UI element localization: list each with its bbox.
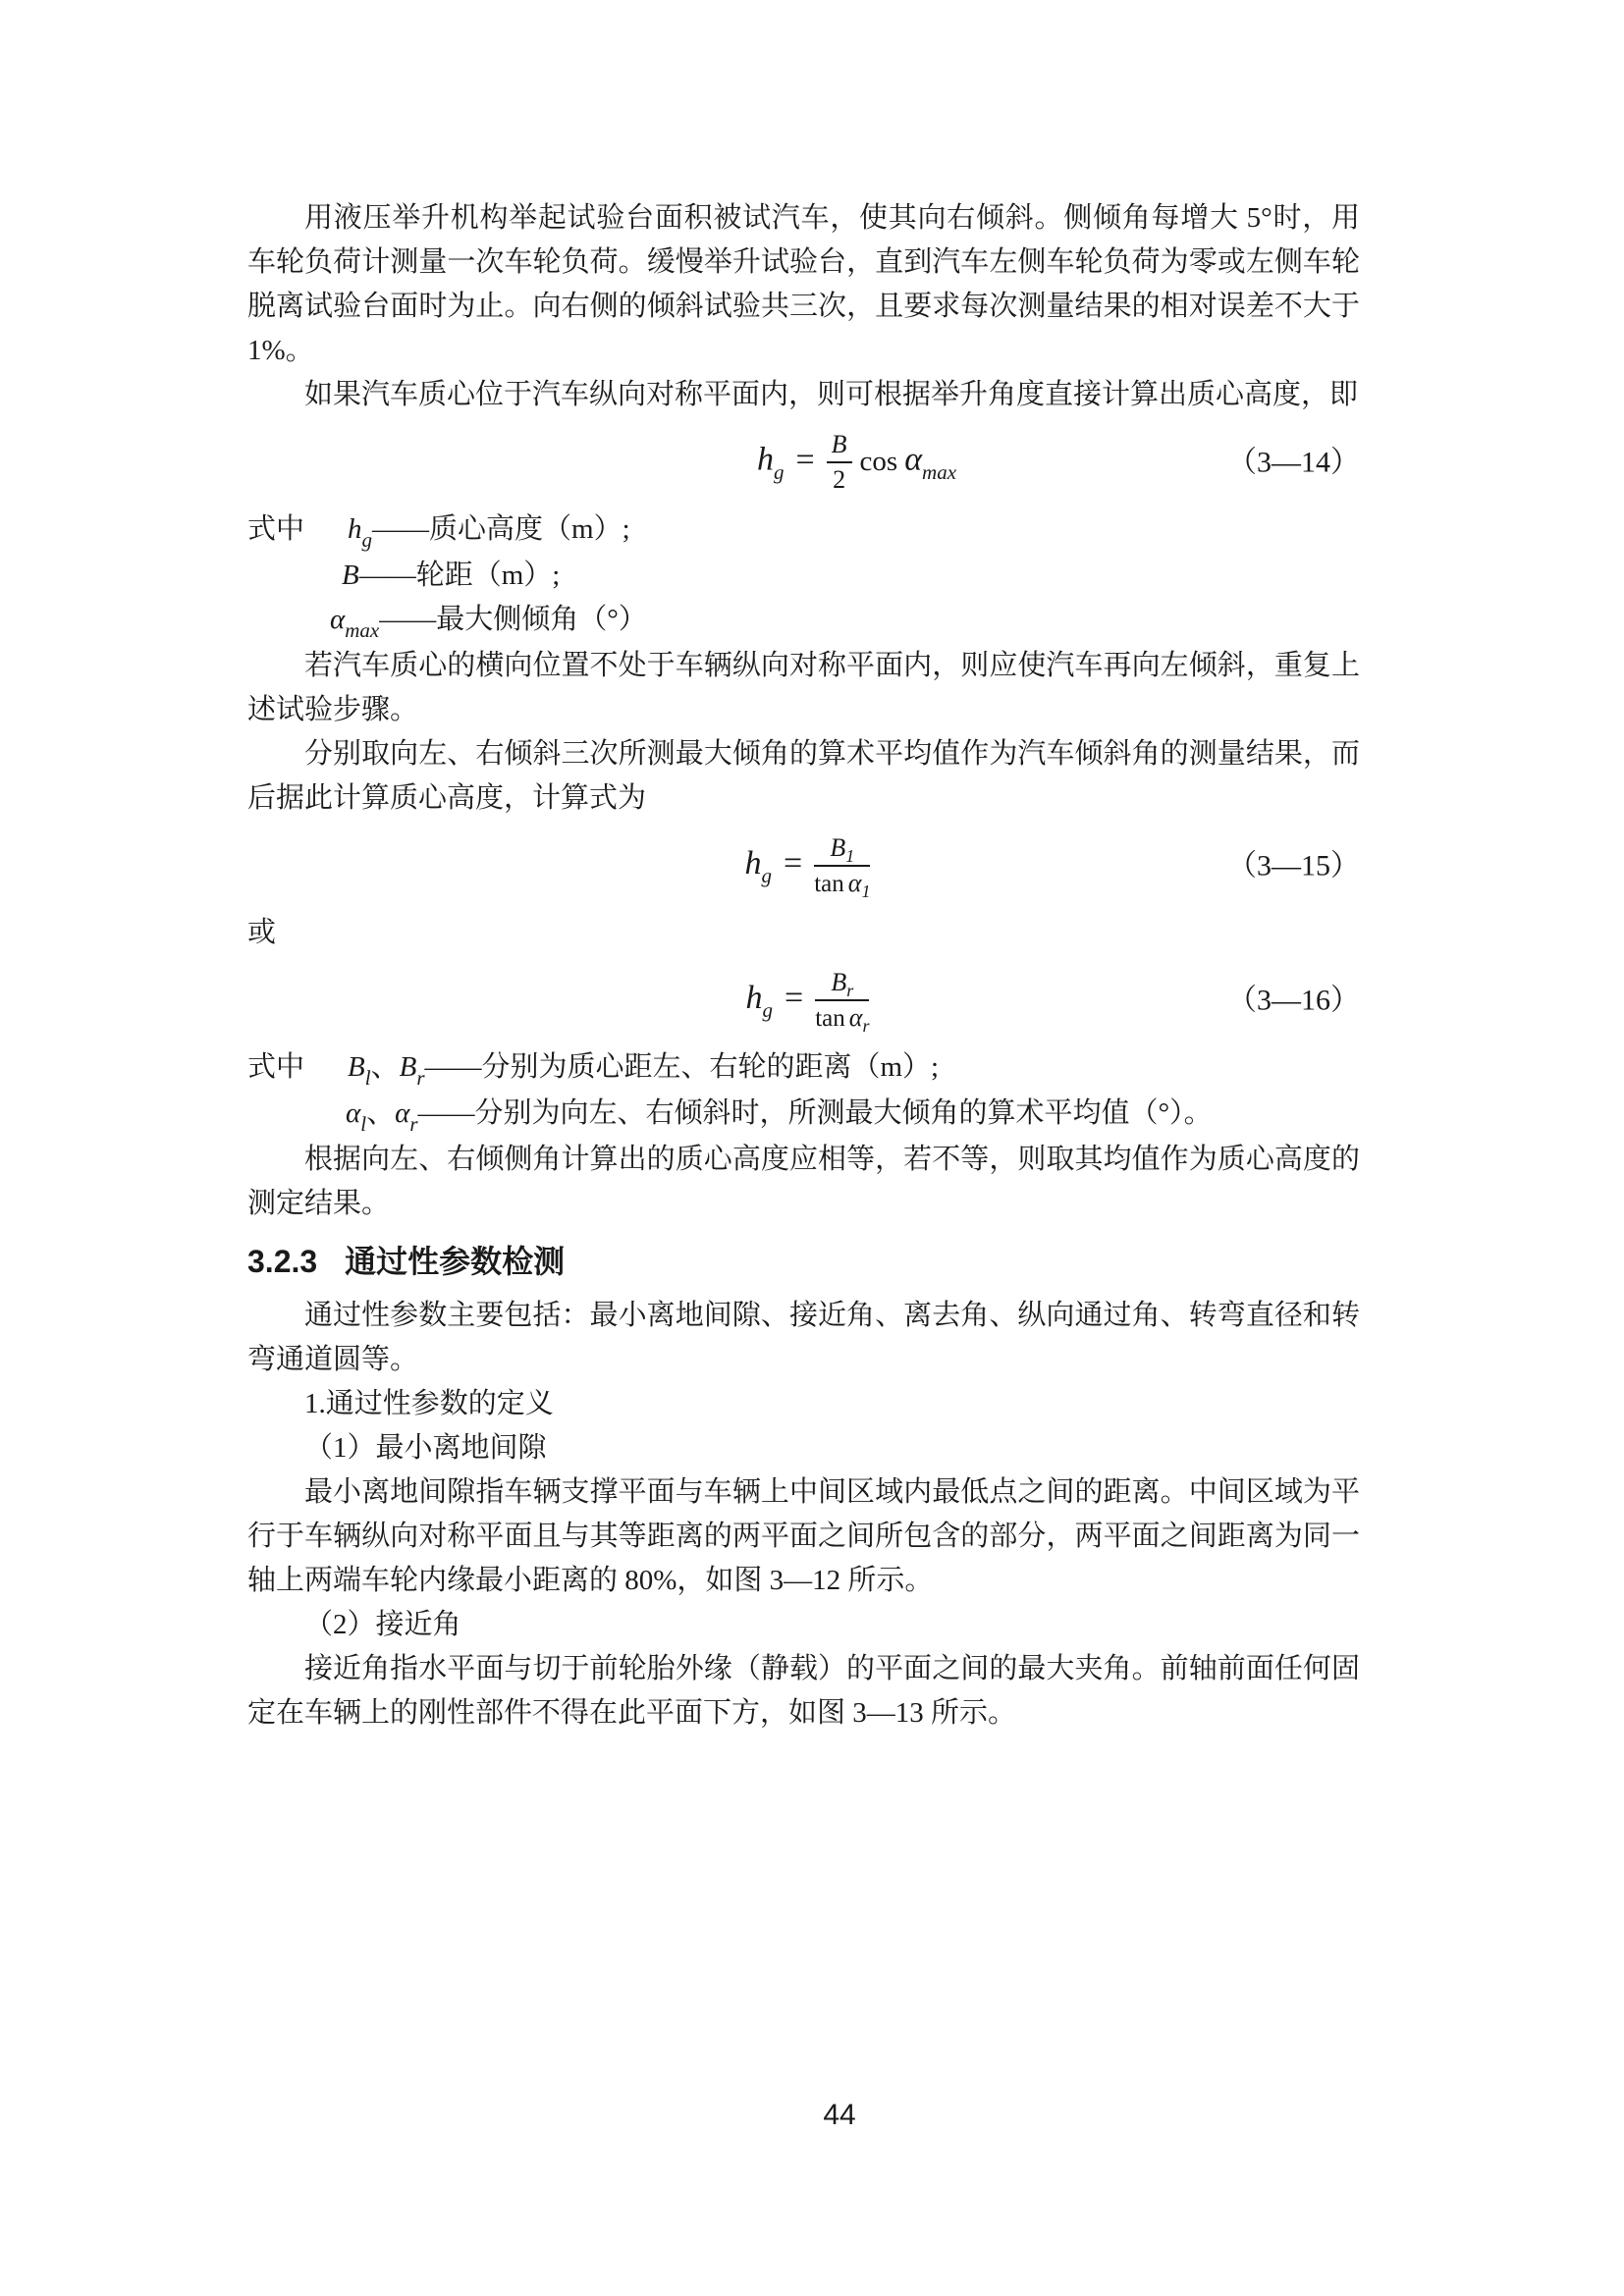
page-content bbox=[247, 196, 1360, 1735]
paragraph-centroid-intro: 如果汽车质心位于汽车纵向对称平面内，则可根据举升角度直接计算出质心高度，即 bbox=[304, 379, 1359, 410]
equals-sign: = bbox=[785, 979, 804, 1016]
paragraph-equal-heights: 根据向左、右倾侧角计算出的质心高度应相等，若不等，则取其均值作为质心高度的测定结果。 bbox=[247, 1144, 1360, 1219]
math-var-B: B bbox=[399, 1051, 417, 1083]
math-var-alpha: α bbox=[848, 1002, 863, 1032]
math-sub-r: r bbox=[409, 1112, 418, 1136]
math-var-h: h bbox=[745, 979, 763, 1016]
math-var-B: B bbox=[342, 560, 359, 591]
math-sub-g: g bbox=[761, 863, 773, 887]
equation-3-14-row bbox=[247, 417, 1360, 507]
math-var-h: h bbox=[348, 513, 362, 545]
list-item-min-ground-clearance: （1）最小离地间隙 bbox=[304, 1432, 547, 1464]
fraction-B-over-2 bbox=[827, 430, 852, 495]
math-var-alpha: α bbox=[395, 1097, 410, 1129]
paragraph-passability-params: 通过性参数主要包括：最小离地间隙、接近角、离去角、纵向通过角、转弯直径和转弯通道圆等。 bbox=[247, 1300, 1360, 1375]
math-sub-l: l bbox=[364, 1066, 371, 1090]
math-var-h: h bbox=[756, 441, 774, 478]
equation-number-3-14: （3—14） bbox=[1227, 446, 1360, 479]
fraction-Br-over-tan-alphar bbox=[815, 968, 869, 1034]
fraction-numerator: B bbox=[827, 430, 852, 463]
formula-hg-Br-tan bbox=[746, 968, 878, 1034]
list-separator: 、 bbox=[370, 1051, 400, 1083]
section-title: 通过性参数检测 bbox=[345, 1244, 566, 1279]
math-sub-r: r bbox=[846, 980, 854, 1000]
math-var-B: B bbox=[831, 967, 847, 996]
fraction-B1-over-tan-alpha1 bbox=[814, 833, 870, 899]
where-definition-text: ——质心高度（m）; bbox=[372, 513, 630, 545]
math-sub-g: g bbox=[773, 459, 785, 484]
paragraph-average-angle: 分别取向左、右倾斜三次所测最大倾角的算术平均值作为汽车倾斜角的测量结果，而后据此计算质心高度，计算式为 bbox=[247, 738, 1360, 814]
formula-hg-cos-alpha bbox=[757, 430, 956, 495]
math-var-h: h bbox=[744, 844, 762, 881]
where-clause-line-alphal-alphar bbox=[247, 1092, 1360, 1138]
equation-3-15-row bbox=[247, 821, 1360, 911]
math-var-alpha: α bbox=[904, 441, 923, 478]
equation-number-3-15: （3—15） bbox=[1227, 849, 1360, 882]
math-sub-r: r bbox=[416, 1066, 425, 1090]
math-sub-l: l bbox=[360, 1112, 367, 1136]
paragraph-approach-angle-def: 接近角指水平面与切于前轮胎外缘（静载）的平面之间的最大夹角。前轴前面任何固定在车辆上的刚性部件不得在此平面下方，如图 3—13 所示。 bbox=[247, 1653, 1360, 1729]
equals-sign: = bbox=[795, 441, 815, 478]
math-sub-r: r bbox=[862, 1015, 870, 1036]
math-sub-max: max bbox=[922, 459, 957, 484]
math-sub-max: max bbox=[345, 618, 380, 642]
section-heading-3-2-3 bbox=[247, 1240, 1360, 1284]
equation-number-3-16: （3—16） bbox=[1227, 984, 1360, 1017]
formula-hg-B1-tan bbox=[745, 833, 879, 899]
math-sub-g: g bbox=[361, 528, 373, 552]
where-clause-line-Bl-Br bbox=[247, 1045, 1360, 1092]
where-definition-text: ——分别为向左、右倾斜时，所测最大倾角的算术平均值（°）。 bbox=[417, 1097, 1213, 1129]
paragraph-lateral-offset: 若汽车质心的横向位置不处于车辆纵向对称平面内，则应使汽车再向左倾斜，重复上述试验步骤。 bbox=[247, 650, 1360, 725]
where-definition-text: ——分别为质心距左、右轮的距离（m）; bbox=[424, 1051, 940, 1083]
where-definition-text: ——轮距（m）; bbox=[358, 560, 561, 591]
paragraph-ground-clearance-def: 最小离地间隙指车辆支撑平面与车辆上中间区域内最低点之间的距离。中间区域为平行于车辆纵向对称平面且与其等距离的两平面之间所包含的部分，两平面之间距离为同一轴上两端车轮内缘最小距离的 80%，如图 3—12 所示。 bbox=[247, 1476, 1360, 1596]
equals-sign: = bbox=[784, 844, 803, 881]
page-number: 44 bbox=[823, 2099, 856, 2131]
equation-3-16-row bbox=[247, 955, 1360, 1045]
math-sub-g: g bbox=[762, 997, 774, 1022]
section-number: 3.2.3 bbox=[247, 1244, 318, 1279]
math-var-alpha: α bbox=[847, 868, 862, 897]
math-sub-1: 1 bbox=[845, 845, 855, 866]
where-lead: 式中 bbox=[247, 513, 305, 545]
list-item-definitions: 1.通过性参数的定义 bbox=[304, 1388, 554, 1419]
math-var-B: B bbox=[348, 1051, 365, 1083]
where-lead: 式中 bbox=[247, 1051, 305, 1083]
tan-function: tan bbox=[814, 870, 844, 897]
math-sub-1: 1 bbox=[861, 881, 871, 901]
where-clause-line-alpha-max bbox=[247, 598, 1360, 644]
list-item-approach-angle: （2）接近角 bbox=[304, 1609, 461, 1640]
cos-function: cos bbox=[859, 445, 898, 477]
tan-function: tan bbox=[815, 1004, 845, 1032]
fraction-denominator: 2 bbox=[833, 465, 846, 494]
where-clause-line-B bbox=[247, 554, 1360, 598]
where-clause-line-hg bbox=[247, 507, 1360, 554]
paragraph-lift-test: 用液压举升机构举起试验台面积被试汽车，使其向右倾斜。侧倾角每增大 5°时，用车轮负荷计测量一次车轮负荷。缓慢举升试验台，直到汽车左侧车轮负荷为零或左侧车轮脱离试验台面时为止。向右侧的倾斜试验共三次，且要求每次测量结果的相对误差不大于1%。 bbox=[247, 202, 1360, 366]
where-definition-text: ——最大侧倾角（°） bbox=[379, 604, 647, 635]
math-var-B: B bbox=[830, 832, 846, 862]
list-separator: 、 bbox=[366, 1097, 396, 1129]
math-var-alpha: α bbox=[346, 1097, 361, 1129]
or-connector: 或 bbox=[247, 917, 277, 948]
math-var-alpha: α bbox=[330, 604, 346, 635]
